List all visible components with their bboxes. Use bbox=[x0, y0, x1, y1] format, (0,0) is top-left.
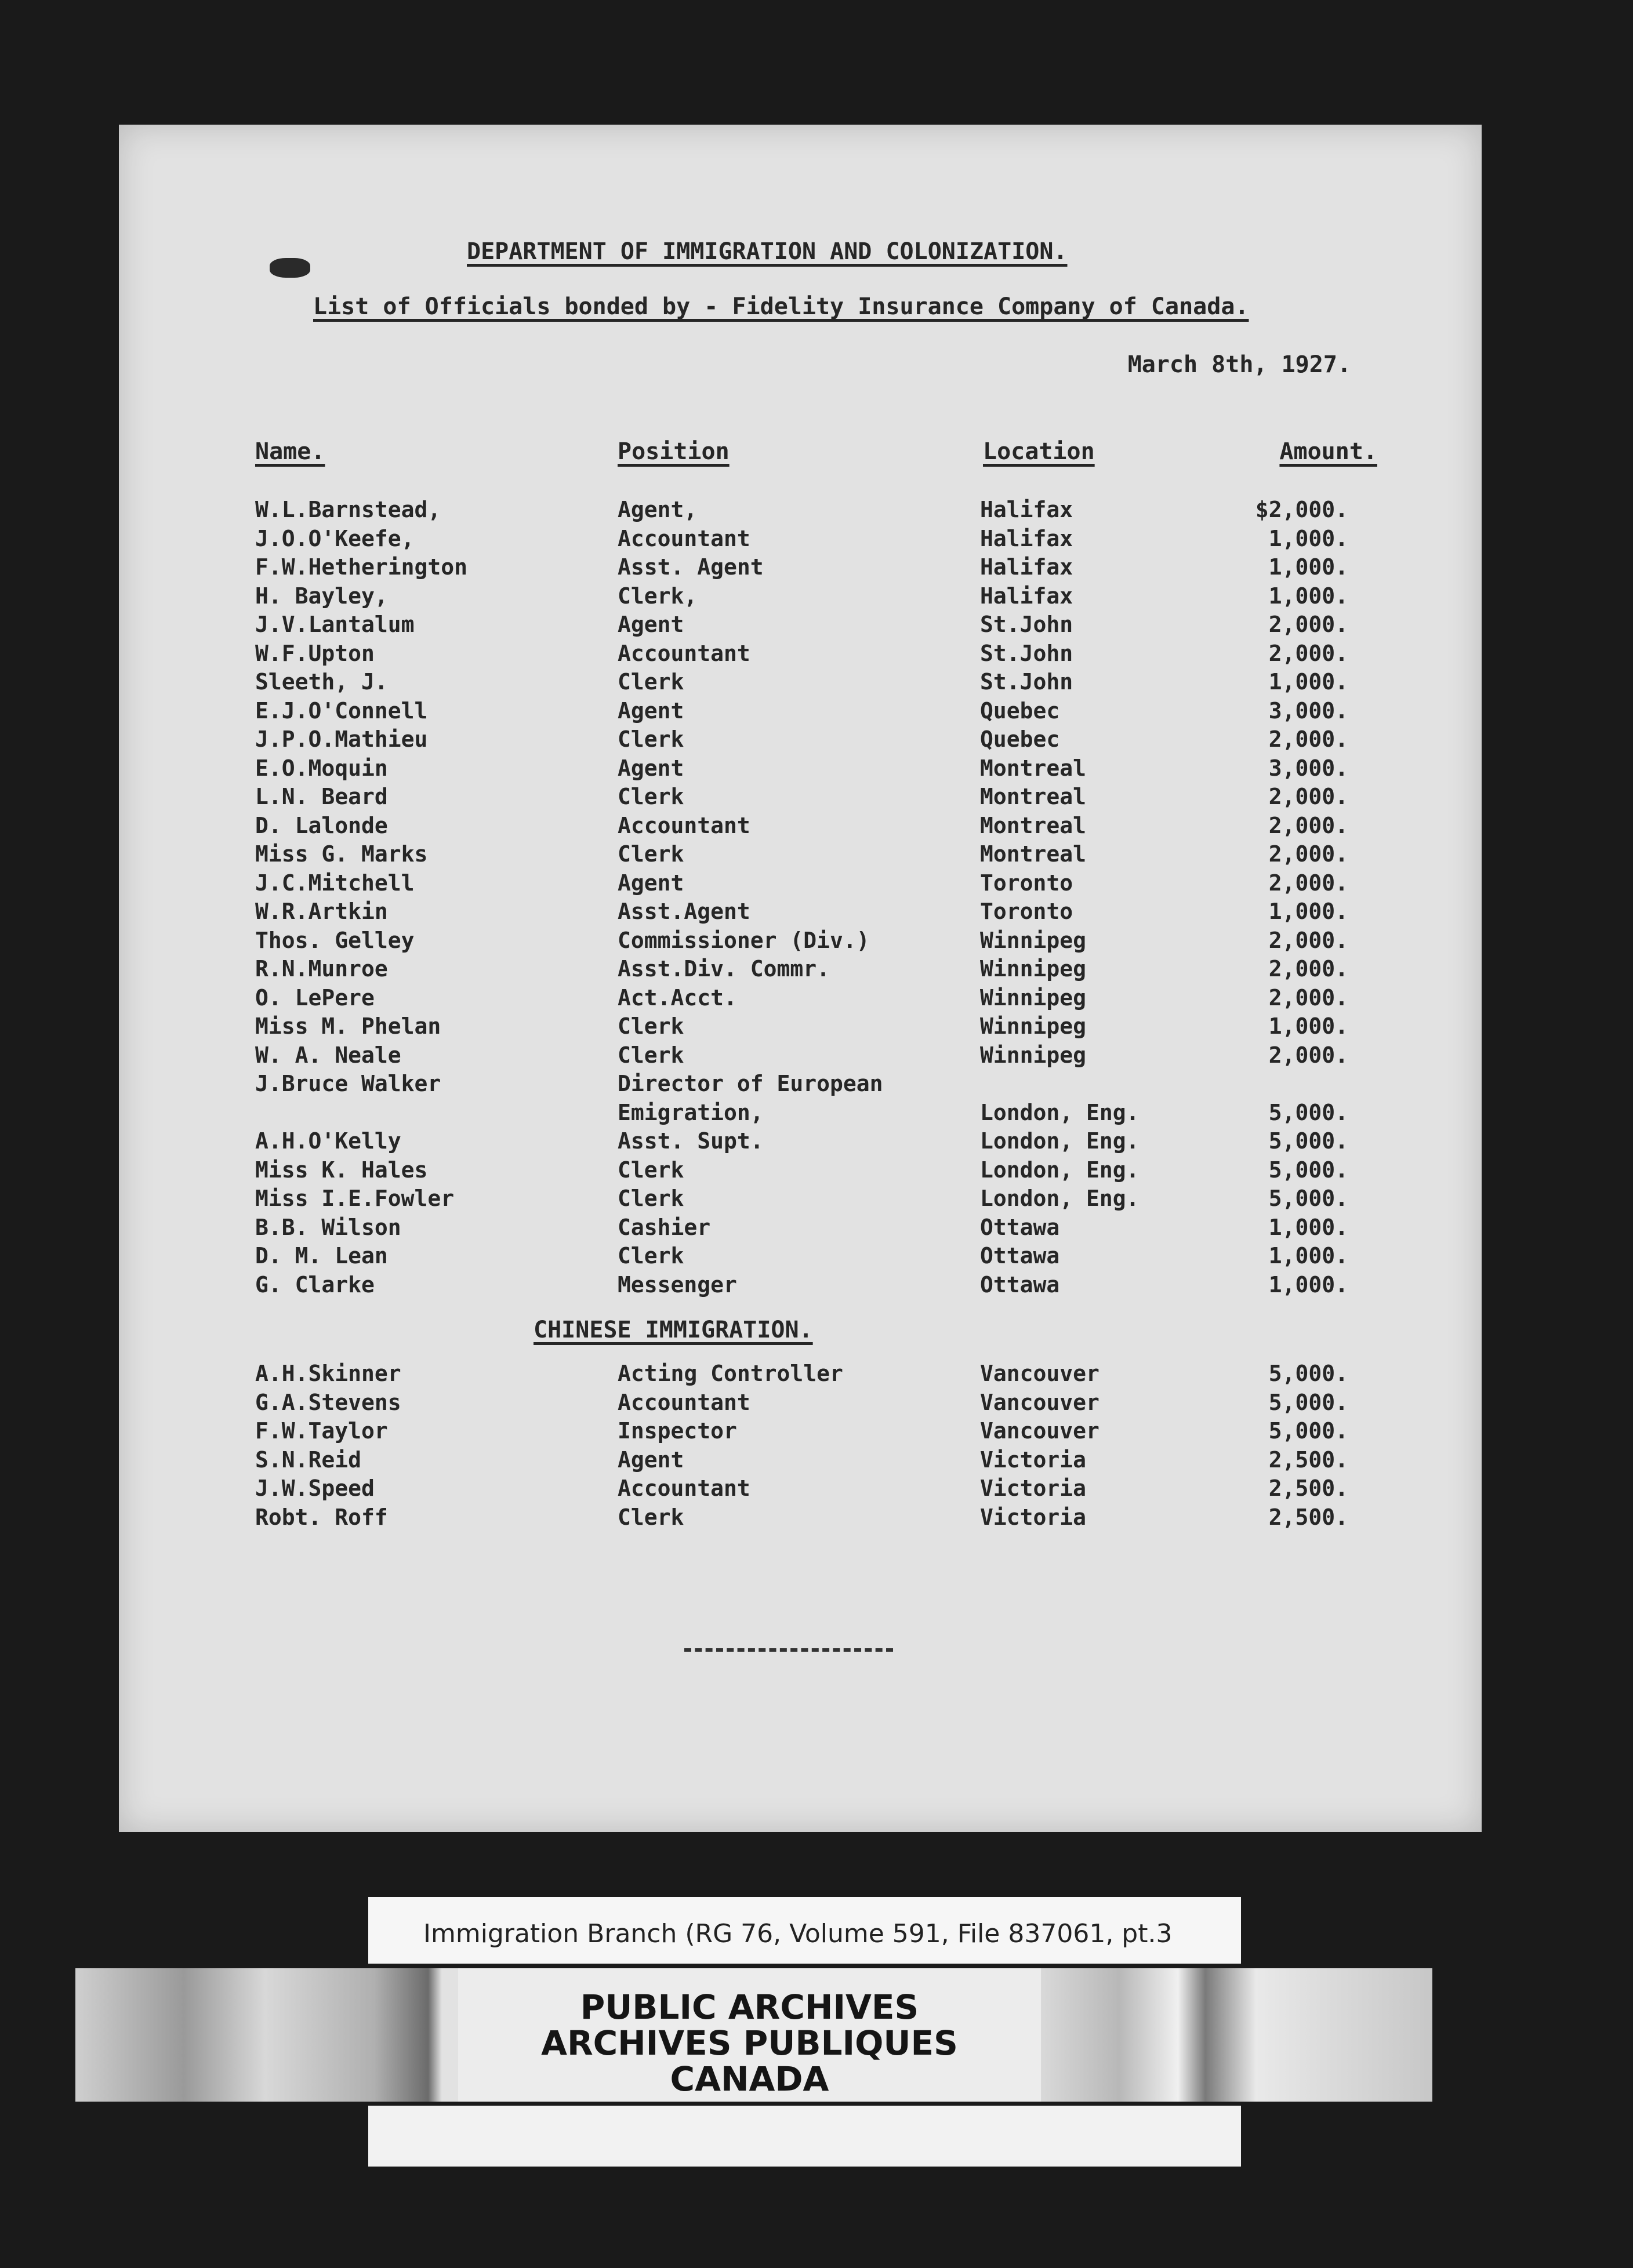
official-position: Agent bbox=[618, 870, 684, 896]
table-row bbox=[119, 1070, 1482, 1127]
table-row bbox=[119, 955, 1482, 984]
official-location: Montreal bbox=[980, 841, 1087, 867]
bond-amount: 5,000. bbox=[1268, 1186, 1348, 1211]
official-location: Ottawa bbox=[980, 1214, 1060, 1240]
official-position: Clerk bbox=[618, 1243, 684, 1269]
official-location: Montreal bbox=[980, 812, 1087, 838]
table-row bbox=[119, 1271, 1482, 1300]
official-name: A.H.Skinner bbox=[255, 1361, 401, 1386]
official-name: J.O.O'Keefe, bbox=[255, 525, 415, 551]
table-row bbox=[119, 1156, 1482, 1185]
bond-amount: 3,000. bbox=[1268, 697, 1348, 724]
end-rule bbox=[684, 1648, 893, 1652]
official-position: Asst.Agent bbox=[618, 899, 750, 924]
table-row bbox=[119, 984, 1482, 1013]
official-name: W. A. Neale bbox=[255, 1042, 401, 1068]
official-location: Quebec bbox=[980, 697, 1060, 724]
stamp-line-3: CANADA bbox=[670, 2059, 829, 2099]
official-name: J.Bruce Walker bbox=[255, 1071, 441, 1096]
official-location: Victoria bbox=[980, 1446, 1087, 1473]
table-row bbox=[119, 1242, 1482, 1271]
official-location: St.John bbox=[980, 640, 1073, 666]
table-row bbox=[119, 869, 1482, 898]
table-row bbox=[119, 668, 1482, 697]
official-name: J.P.O.Mathieu bbox=[255, 726, 428, 752]
official-location: Halifax bbox=[980, 554, 1073, 580]
official-location: Toronto bbox=[980, 870, 1073, 896]
bond-amount: 2,000. bbox=[1268, 640, 1348, 666]
official-name: F.W.Taylor bbox=[255, 1418, 388, 1444]
bond-amount: 2,000. bbox=[1268, 984, 1348, 1011]
official-name: E.O.Moquin bbox=[255, 755, 388, 781]
official-position: Act.Acct. bbox=[618, 984, 737, 1011]
official-location: Winnipeg bbox=[980, 1013, 1087, 1039]
official-name: L.N. Beard bbox=[255, 784, 388, 809]
official-name: J.W.Speed bbox=[255, 1475, 375, 1501]
archive-blank-label bbox=[368, 2106, 1241, 2167]
official-location: Montreal bbox=[980, 755, 1087, 781]
official-position: Director of European Emigration, bbox=[618, 1071, 883, 1125]
table-row bbox=[119, 1389, 1482, 1418]
official-name: W.F.Upton bbox=[255, 640, 375, 666]
bond-amount: 1,000. bbox=[1268, 899, 1348, 924]
official-location: Halifax bbox=[980, 583, 1073, 609]
table-row bbox=[119, 754, 1482, 783]
official-position: Asst. Agent bbox=[618, 554, 764, 580]
official-position: Clerk bbox=[618, 669, 684, 695]
bond-amount: 1,000. bbox=[1268, 554, 1348, 580]
official-position: Agent bbox=[618, 697, 684, 724]
official-position: Clerk bbox=[618, 1042, 684, 1068]
document-subtitle: List of Officials bonded by - Fidelity Insurance Company of Canada. bbox=[313, 293, 1249, 320]
official-position: Messenger bbox=[618, 1271, 737, 1297]
official-name: J.C.Mitchell bbox=[255, 870, 415, 896]
official-location: Toronto bbox=[980, 899, 1073, 924]
bond-amount: 2,000. bbox=[1268, 1042, 1348, 1068]
bond-amount: 5,000. bbox=[1268, 1361, 1348, 1386]
official-name: Miss M. Phelan bbox=[255, 1013, 441, 1039]
official-position: Accountant bbox=[618, 1389, 750, 1415]
table-row bbox=[119, 582, 1482, 611]
official-name: S.N.Reid bbox=[255, 1446, 362, 1473]
official-position: Commissioner (Div.) bbox=[618, 927, 870, 953]
table-row bbox=[119, 783, 1482, 812]
official-location: Vancouver bbox=[980, 1361, 1099, 1386]
official-name: D. M. Lean bbox=[255, 1243, 388, 1269]
official-position: Agent bbox=[618, 1446, 684, 1473]
bond-amount: 1,000. bbox=[1268, 1013, 1348, 1039]
officials-list bbox=[119, 496, 1482, 1299]
bond-amount: 2,000. bbox=[1268, 812, 1348, 838]
bond-amount: 2,000. bbox=[1268, 612, 1348, 637]
official-name: O. LePere bbox=[255, 984, 375, 1011]
bond-amount: 2,500. bbox=[1268, 1504, 1348, 1530]
bond-amount: 2,000. bbox=[1268, 956, 1348, 982]
bond-amount: 1,000. bbox=[1268, 669, 1348, 695]
official-location: Quebec bbox=[980, 726, 1060, 752]
official-location: London, Eng. bbox=[980, 1128, 1140, 1154]
official-position: Accountant bbox=[618, 1475, 750, 1501]
official-position: Cashier bbox=[618, 1214, 711, 1240]
official-location: London, Eng. bbox=[980, 1157, 1140, 1183]
document-date: March 8th, 1927. bbox=[1127, 351, 1351, 378]
bond-amount: 5,000. bbox=[1268, 1128, 1348, 1154]
column-header-name: Name. bbox=[255, 438, 325, 465]
table-row bbox=[119, 1503, 1482, 1532]
official-location: Ottawa bbox=[980, 1271, 1060, 1297]
archive-reference-text: Immigration Branch (RG 76, Volume 591, File 837061, pt.3 bbox=[423, 1919, 1173, 1949]
official-position: Inspector bbox=[618, 1418, 737, 1444]
table-row bbox=[119, 553, 1482, 582]
table-row bbox=[119, 1474, 1482, 1503]
official-location: Winnipeg bbox=[980, 984, 1087, 1011]
official-name: Robt. Roff bbox=[255, 1504, 388, 1530]
official-location: Halifax bbox=[980, 525, 1073, 551]
document-page bbox=[119, 125, 1482, 1832]
official-position: Clerk bbox=[618, 1013, 684, 1039]
official-location: Winnipeg bbox=[980, 1042, 1087, 1068]
table-row bbox=[119, 1360, 1482, 1389]
official-location: London, Eng. bbox=[980, 1186, 1140, 1211]
bond-amount: 2,500. bbox=[1268, 1475, 1348, 1501]
official-position: Asst. Supt. bbox=[618, 1128, 764, 1154]
official-name: D. Lalonde bbox=[255, 812, 388, 838]
section-title-chinese-immigration: CHINESE IMMIGRATION. bbox=[534, 1317, 813, 1343]
official-name: Miss G. Marks bbox=[255, 841, 428, 867]
official-name: E.J.O'Connell bbox=[255, 697, 428, 724]
table-row bbox=[119, 1127, 1482, 1156]
table-row bbox=[119, 725, 1482, 754]
table-row bbox=[119, 1012, 1482, 1041]
official-location: Vancouver bbox=[980, 1389, 1099, 1415]
official-location: Montreal bbox=[980, 784, 1087, 809]
official-position: Accountant bbox=[618, 640, 750, 666]
stamp-line-2: ARCHIVES PUBLIQUES bbox=[541, 2023, 958, 2063]
table-row bbox=[119, 1041, 1482, 1070]
official-position: Clerk, bbox=[618, 583, 698, 609]
bond-amount: 5,000. bbox=[1268, 1389, 1348, 1415]
bond-amount: 1,000. bbox=[1268, 1214, 1348, 1240]
official-location: St.John bbox=[980, 612, 1073, 637]
table-row bbox=[119, 1184, 1482, 1213]
official-name: R.N.Munroe bbox=[255, 956, 388, 982]
table-row bbox=[119, 897, 1482, 926]
chinese-immigration-list bbox=[119, 1360, 1482, 1532]
official-location: Winnipeg bbox=[980, 927, 1087, 953]
bond-amount: 5,000. bbox=[1268, 1157, 1348, 1183]
official-name: Sleeth, J. bbox=[255, 669, 388, 695]
official-position: Clerk bbox=[618, 726, 684, 752]
bond-amount: 2,000. bbox=[1268, 726, 1348, 752]
table-row bbox=[119, 697, 1482, 726]
bond-amount: 2,000. bbox=[1268, 870, 1348, 896]
bond-amount: 2,000. bbox=[1268, 784, 1348, 809]
column-header-position: Position bbox=[618, 438, 730, 465]
official-name: J.V.Lantalum bbox=[255, 612, 415, 637]
bond-amount: 2,500. bbox=[1268, 1446, 1348, 1473]
official-location: Halifax bbox=[980, 497, 1073, 522]
official-position: Clerk bbox=[618, 1157, 684, 1183]
official-position: Accountant bbox=[618, 525, 750, 551]
official-name: G. Clarke bbox=[255, 1271, 375, 1297]
bond-amount: 1,000. bbox=[1268, 1243, 1348, 1269]
official-name: F.W.Hetherington bbox=[255, 554, 468, 580]
table-row bbox=[119, 496, 1482, 525]
official-location: Victoria bbox=[980, 1475, 1087, 1501]
official-name: W.R.Artkin bbox=[255, 899, 388, 924]
official-name: Miss K. Hales bbox=[255, 1157, 428, 1183]
table-row bbox=[119, 812, 1482, 841]
official-position: Clerk bbox=[618, 1186, 684, 1211]
official-position: Agent, bbox=[618, 497, 698, 522]
official-location: St.John bbox=[980, 669, 1073, 695]
official-position: Clerk bbox=[618, 784, 684, 809]
bond-amount: 2,000. bbox=[1268, 927, 1348, 953]
official-location: Vancouver bbox=[980, 1418, 1099, 1444]
table-row bbox=[119, 1417, 1482, 1446]
official-name: G.A.Stevens bbox=[255, 1389, 401, 1415]
bond-amount: 3,000. bbox=[1268, 755, 1348, 781]
official-name: Thos. Gelley bbox=[255, 927, 415, 953]
official-position: Acting Controller bbox=[618, 1361, 843, 1386]
table-row bbox=[119, 1213, 1482, 1242]
official-location: London, Eng. bbox=[980, 1099, 1140, 1125]
official-position: Agent bbox=[618, 755, 684, 781]
bond-amount: 1,000. bbox=[1268, 583, 1348, 609]
bond-amount: 5,000. bbox=[1268, 1099, 1348, 1125]
official-location: Winnipeg bbox=[980, 956, 1087, 982]
column-header-location: Location bbox=[983, 438, 1095, 465]
table-row bbox=[119, 639, 1482, 668]
table-row bbox=[119, 525, 1482, 554]
table-row bbox=[119, 926, 1482, 955]
official-position: Agent bbox=[618, 612, 684, 637]
document-title: DEPARTMENT OF IMMIGRATION AND COLONIZATION. bbox=[467, 238, 1068, 265]
table-row bbox=[119, 1446, 1482, 1475]
table-row bbox=[119, 610, 1482, 639]
film-strip-right bbox=[1041, 1968, 1432, 2102]
archive-reference-label bbox=[368, 1897, 1241, 1964]
bond-amount: 5,000. bbox=[1268, 1418, 1348, 1444]
official-position: Clerk bbox=[618, 841, 684, 867]
official-name: B.B. Wilson bbox=[255, 1214, 401, 1240]
official-position: Asst.Div. Commr. bbox=[618, 956, 830, 982]
bond-amount: 1,000. bbox=[1268, 1271, 1348, 1297]
bond-amount: 2,000. bbox=[1268, 841, 1348, 867]
official-name: A.H.O'Kelly bbox=[255, 1128, 401, 1154]
stamp-line-1: PUBLIC ARCHIVES bbox=[580, 1987, 919, 2027]
ink-blot bbox=[270, 258, 310, 278]
official-name: W.L.Barnstead, bbox=[255, 497, 441, 522]
official-location: Victoria bbox=[980, 1504, 1087, 1530]
bond-amount: 1,000. bbox=[1268, 525, 1348, 551]
archives-stamp bbox=[458, 1968, 1041, 2102]
official-name: H. Bayley, bbox=[255, 583, 388, 609]
official-name: Miss I.E.Fowler bbox=[255, 1186, 455, 1211]
official-location: Ottawa bbox=[980, 1243, 1060, 1269]
bond-amount: $2,000. bbox=[1255, 497, 1348, 522]
official-position: Accountant bbox=[618, 812, 750, 838]
column-header-amount: Amount. bbox=[1279, 438, 1377, 465]
official-position: Clerk bbox=[618, 1504, 684, 1530]
table-row bbox=[119, 840, 1482, 869]
